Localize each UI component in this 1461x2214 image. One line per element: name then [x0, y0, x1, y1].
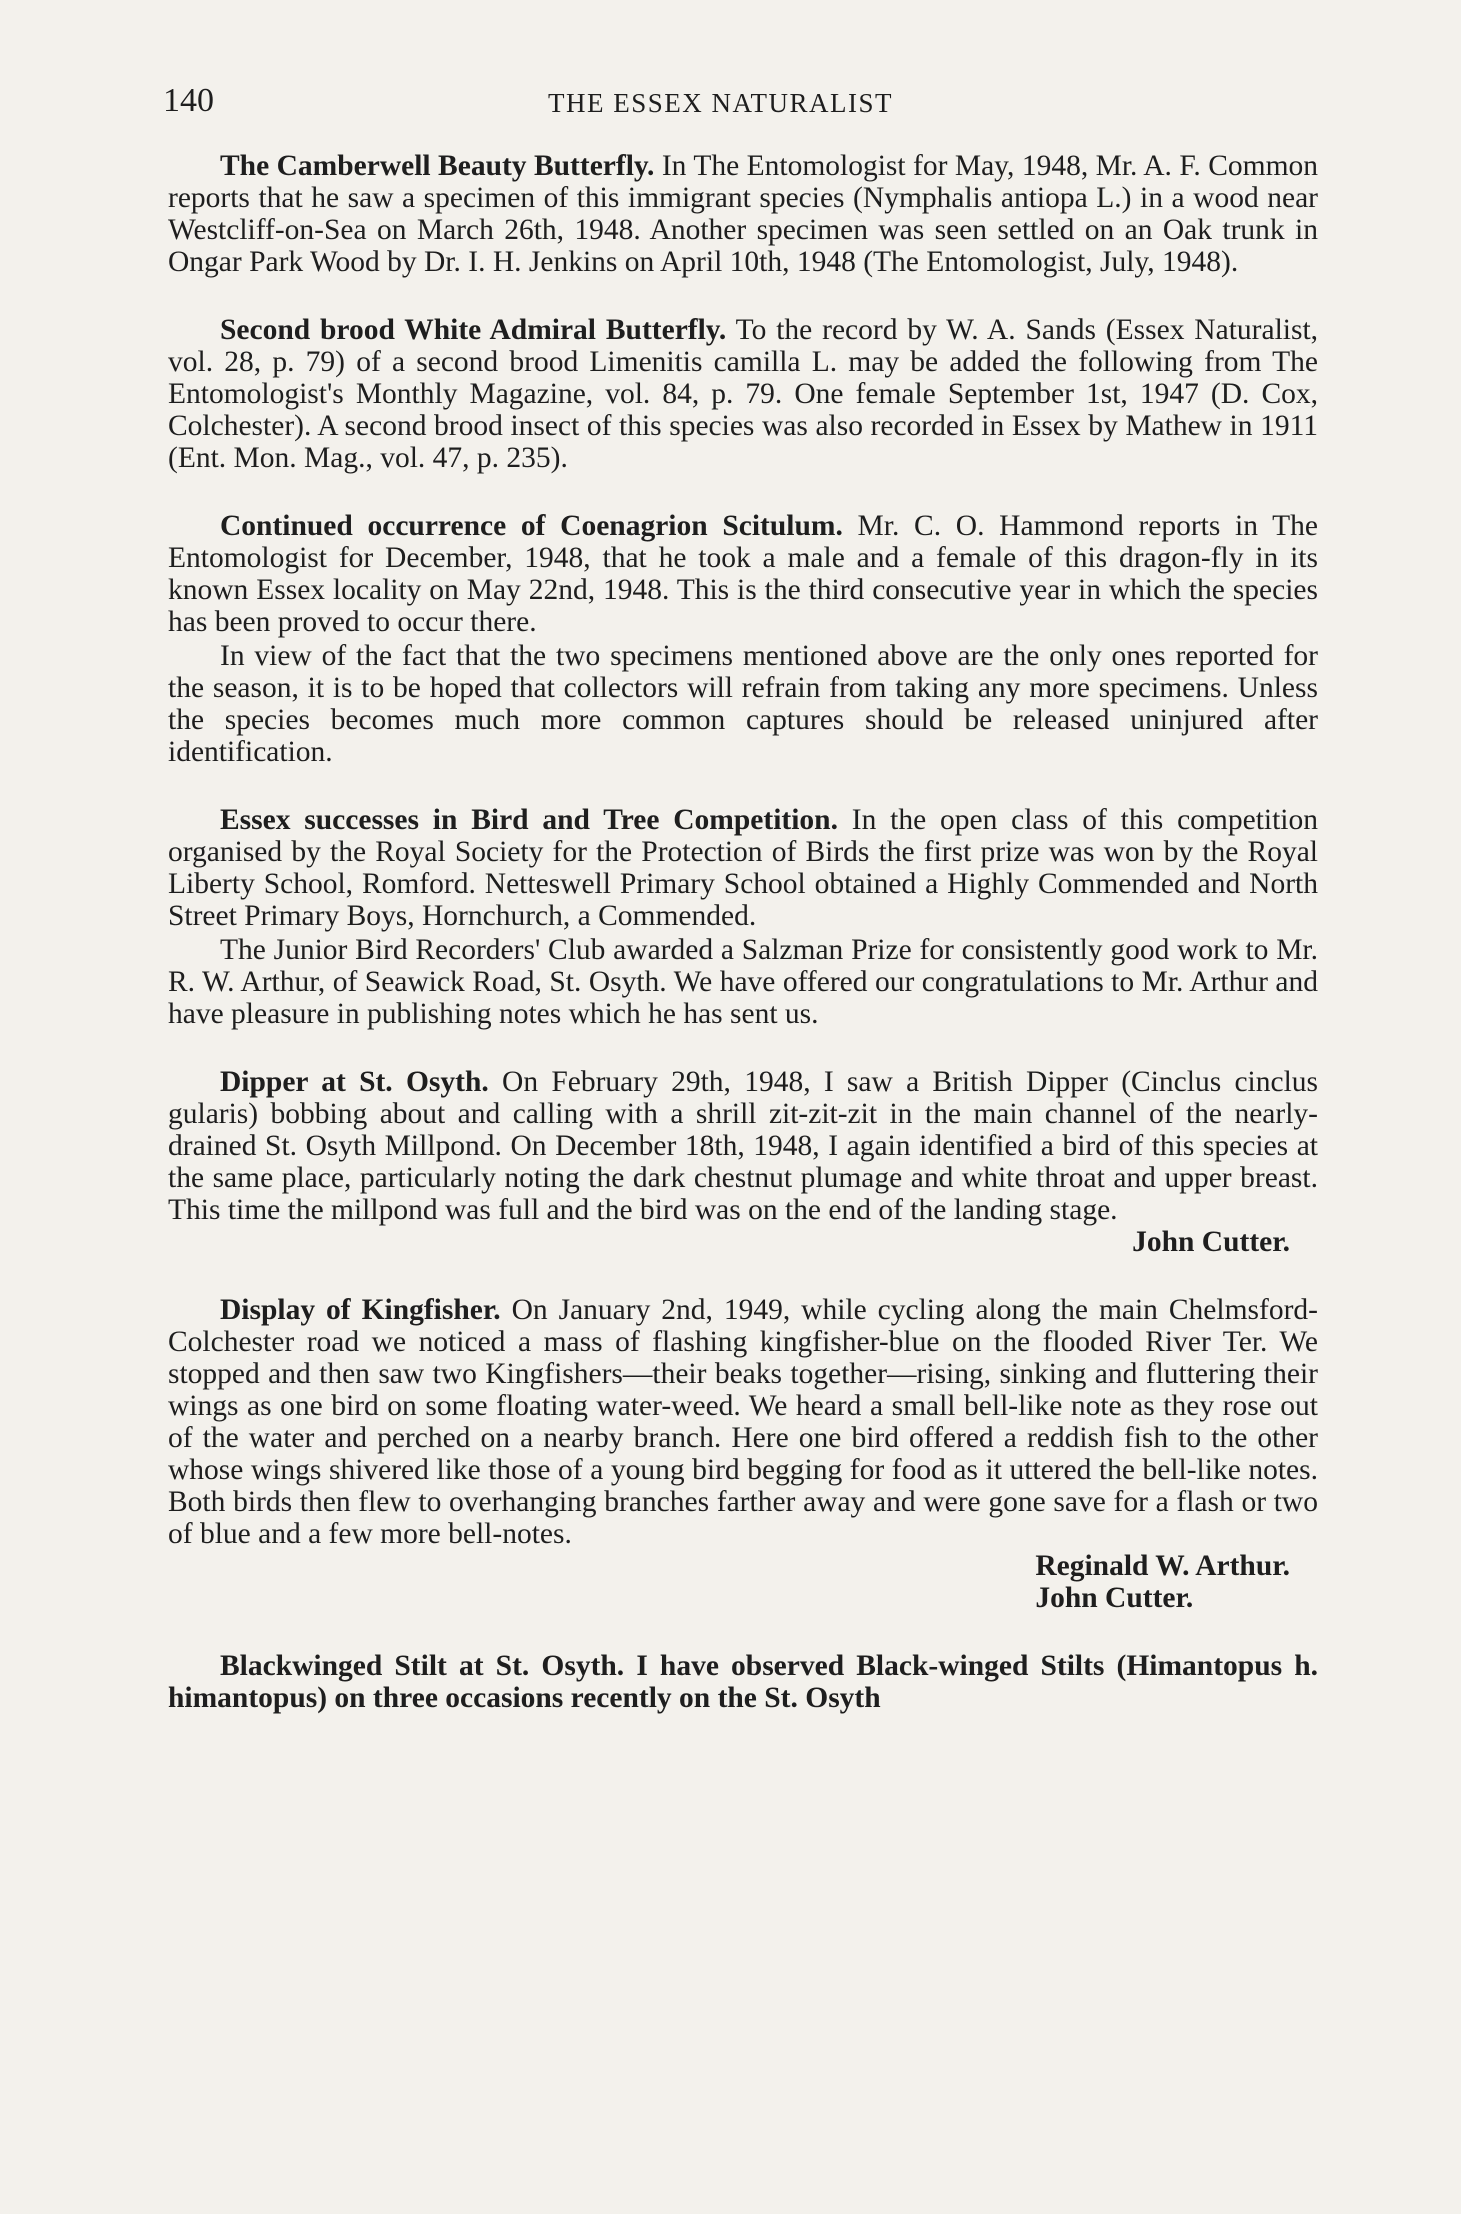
- paragraph-text: To the record by W. A. Sands (Essex Naturalist, vol. 28, p. 79) of a second brood Limenitis camilla L. may be added the following from The Entomologist's Monthly Magazine, vol. 84, p. 79. One female September 1st, 1947 (D. Cox, Colchester). A second brood insect of this species was also recorded in Essex by Mathew in 1911 (Ent. Mon. Mag., vol. 47, p. 235).: [168, 314, 1319, 474]
- article-body: [168, 150, 1318, 1750]
- running-header: [163, 82, 1323, 132]
- article-paragraph: [168, 640, 1318, 768]
- article-paragraph: [168, 1066, 1318, 1226]
- article-title: Blackwinged Stilt at St. Osyth.: [220, 1650, 625, 1682]
- article-paragraph: [168, 314, 1318, 474]
- page-number: 140: [163, 82, 214, 119]
- article-title: The Camberwell Beauty Butterfly.: [220, 150, 655, 182]
- signature-name: John Cutter.: [1132, 1226, 1290, 1258]
- paragraph-text: In view of the fact that the two specimens mentioned above are the only ones reported for the season, it is to be hoped that collectors will refrain from taking any more specimens. Unless the species becomes much more common captures should be released uninjured after identification.: [168, 640, 1318, 768]
- article-paragraph: [168, 1294, 1318, 1550]
- signature: [168, 1226, 1318, 1258]
- article: [168, 510, 1318, 768]
- paragraph-text: In the open class of this competition organised by the Royal Society for the Protection of Birds the first prize was won by the Royal Liberty School, Romford. Netteswell Primary School obtained a Highly Commended and North Street Primary Boys, Hornchurch, a Commended.: [168, 804, 1319, 932]
- article-title: Dipper at St. Osyth.: [220, 1066, 489, 1098]
- paragraph-text: Mr. C. O. Hammond reports in The Entomologist for December, 1948, that he took a male and a female of this dragon-fly in its known Essex locality on May 22nd, 1948. This is the third consecutive year in which the species has been proved to occur there.: [168, 510, 1319, 638]
- paragraph-text: In The Entomologist for May, 1948, Mr. A. F. Common reports that he saw a specimen of this immigrant species (Nymphalis antiopa L.) in a wood near Westcliff-on-Sea on March 26th, 1948. Another specimen was seen settled on an Oak trunk in Ongar Park Wood by Dr. I. H. Jenkins on April 10th, 1948 (The Entomologist, July, 1948).: [168, 150, 1319, 278]
- paragraph-text: The Junior Bird Recorders' Club awarded a Salzman Prize for consistently good work to Mr. R. W. Arthur, of Seawick Road, St. Osyth. We have offered our congratulations to Mr. Arthur and have pleasure in publishing notes which he has sent us.: [168, 934, 1318, 1030]
- article: [168, 804, 1318, 1030]
- article-paragraph: [168, 510, 1318, 638]
- article-title: Essex successes in Bird and Tree Competition.: [220, 804, 838, 836]
- article-title: Second brood White Admiral Butterfly.: [220, 314, 727, 346]
- article: [168, 314, 1318, 474]
- paragraph-text: I have observed Black-winged Stilts (Himantopus h. himantopus) on three occasions recently on the St. Osyth: [168, 1650, 1318, 1714]
- article-paragraph: [168, 804, 1318, 932]
- article-paragraph: [168, 1650, 1318, 1714]
- article-paragraph: [168, 934, 1318, 1030]
- signature: [168, 1550, 1318, 1614]
- article-paragraph: [168, 150, 1318, 278]
- article: [168, 1066, 1318, 1258]
- signature-name: John Cutter.: [1035, 1582, 1194, 1614]
- paragraph-text: On February 29th, 1948, I saw a British Dipper (Cinclus cinclus gularis) bobbing about and calling with a shrill zit-zit-zit in the main channel of the nearly-drained St. Osyth Millpond. On December 18th, 1948, I again identified a bird of this species at the same place, particularly noting the dark chestnut plumage and white throat and upper breast. This time the millpond was full and the bird was on the end of the landing stage.: [168, 1066, 1319, 1226]
- article-title: Display of Kingfisher.: [220, 1294, 501, 1326]
- signature-name: Reginald W. Arthur.: [1035, 1550, 1290, 1582]
- article: [168, 1650, 1318, 1714]
- journal-title: THE ESSEX NATURALIST: [548, 88, 893, 118]
- paragraph-text: On January 2nd, 1949, while cycling along the main Chelmsford-Colchester road we noticed a mass of flashing kingfisher-blue on the flooded River Ter. We stopped and then saw two Kingfishers—their beaks together—rising, sinking and fluttering their wings as one bird on some floating water-weed. We heard a small bell-like note as they rose out of the water and perched on a nearby branch. Here one bird offered a reddish fish to the other whose wings shivered like those of a young bird begging for food as it uttered the bell-like notes. Both birds then flew to overhanging branches farther away and were gone save for a flash or two of blue and a few more bell-notes.: [168, 1294, 1318, 1550]
- article: [168, 1294, 1318, 1614]
- article-title: Continued occurrence of Coenagrion Scitulum.: [220, 510, 843, 542]
- article: [168, 150, 1318, 278]
